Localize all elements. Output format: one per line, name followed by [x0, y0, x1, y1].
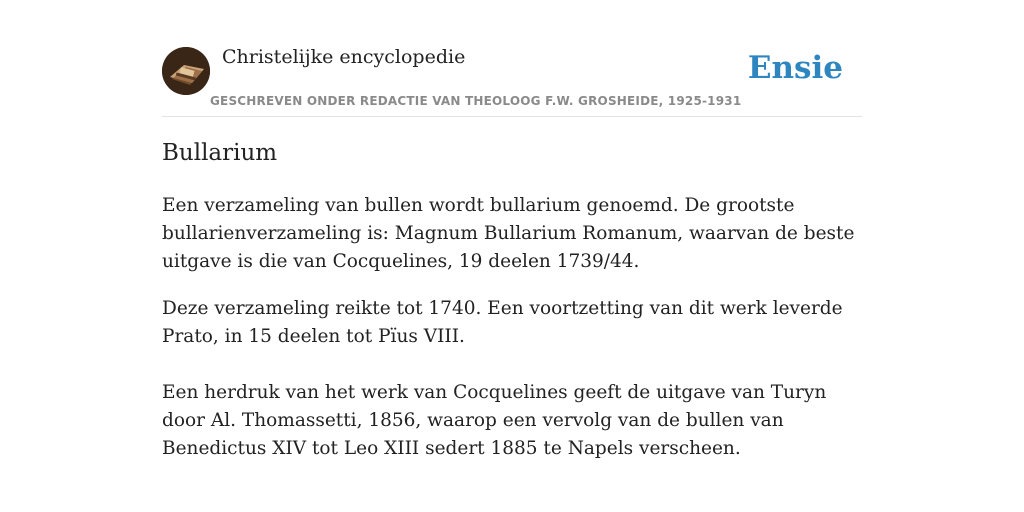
site-header: [162, 0, 862, 117]
article-title: Bullarium: [162, 140, 278, 166]
site-title[interactable]: Christelijke encyclopedie: [222, 46, 466, 68]
page-container: [162, 0, 862, 459]
article-paragraph: Deze verzameling reikte tot 1740. Een voortzetting van dit werk leverde Prato, in 15 deelen tot Pïus VIII.: [162, 298, 843, 347]
book-photo-icon[interactable]: [162, 47, 210, 95]
article-paragraph: Een herdruk van het werk van Cocquelines geeft de uitgave van Turyn door Al. Thomassetti, 1856, waarop een vervolg van de bullen van Benedictus XIV tot Leo XIII sedert 1885 te Napels verscheen.: [162, 382, 827, 459]
article-paragraph: Een verzameling van bullen wordt bullarium genoemd. De grootste bullarienverzameling is: Magnum Bullarium Romanum, waarvan de beste uitgave is die van Cocquelines, 19 deelen 1739/44.: [162, 195, 855, 272]
site-subtitle: GESCHREVEN ONDER REDACTIE VAN THEOLOOG F.W. GROSHEIDE, 1925-1931: [210, 94, 742, 108]
ensie-logo[interactable]: Ensie: [747, 50, 843, 86]
